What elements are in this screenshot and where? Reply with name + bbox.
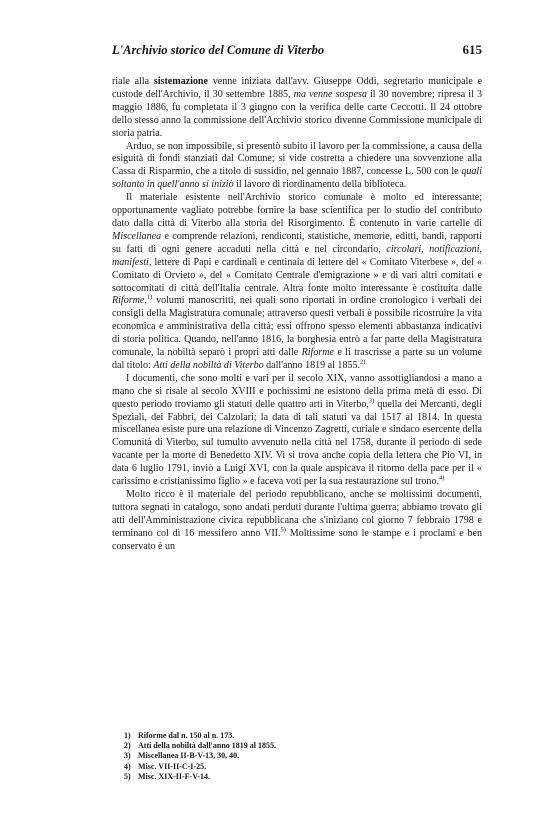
footnotes xyxy=(124,731,464,782)
p3-text-c: lettere di Papi e cardinali e centinaia di lettere del « Comitato Viterbese », del « Comitato di Orvieto », del « Comitato Centrale d'emigrazione » e di vari altri comitati e sottocomitati di città dell'Italia centrale. Altra fonte molto interessante è costituita dalle xyxy=(112,256,482,294)
footnote-ref-3[interactable]: 3) xyxy=(368,397,375,405)
p4-text-b: quella dei Mercanti, degli Speziali, dei Fabbri, dei Calzolari; la data di tali statuti va dal 1517 al 1814. In questa miscellanea esiste pure una relazione di Vincenzo Zagretti, curiale e sindaco esercente della Comunità di Viterbo, sul tumulto avvenuto nella città nel 1758, durante il periodo di sede vacante per la morte di Benedetto XIV. Vi si trova anche copia della lettera che Pio VI, in data 6 luglio 1791, inviò a Luigi XVI, con la quale auspicava il ritorno della pace per il « carissimo e cristianissimo figlio » e faceva voti per la sua restaurazione sul trono. xyxy=(112,398,482,488)
p3-text-e: e li trascrisse a parte su un volume dal titolo: xyxy=(112,347,482,371)
footnote-text: Atti della nobiltà dall'anno 1819 al 1855. xyxy=(138,741,277,751)
p3-text-b: e comprende relazioni, rendiconti, statistiche, memorie, editti, bandi, rapporti su fatti di ogni genere accaduti nella città e nel circondario, xyxy=(112,230,482,255)
footnote-text: Riforme dal n. 150 al n. 173. xyxy=(138,731,235,740)
paragraph-4 xyxy=(112,373,482,489)
footnote-number: 3) xyxy=(124,751,131,761)
footnote-number: 2) xyxy=(124,741,131,751)
p1-italic: ma venne sospesa xyxy=(293,88,367,100)
footnote-ref-4[interactable]: 4) xyxy=(438,474,445,482)
footnote-number: 4) xyxy=(124,761,131,771)
p3-italic-riforme-2: Riforme xyxy=(301,347,334,359)
p5-text-a: Molto ricco è il materiale del periodo repubblicano, anche se moltissimi documenti, tuttora segnati in catalogo, sono andati perduti durante l'ultima guerra; abbiamo trovato gli atti dell'Amministrazione civica repubblicana che s'iniziano col giorno 7 febbraio 1798 e terminano col dì 16 messifero anno VII. xyxy=(112,489,482,539)
p5-text-b: Moltissime sono le stampe e i proclami e ben conservato è un xyxy=(112,527,483,552)
running-header xyxy=(112,42,482,58)
body-text xyxy=(112,76,482,554)
p3-text-a: Il materiale esistente nell'Archivio storico comunale è molto ed interessante; opportunamente vagliato potrebbe fornire la base scientifica per lo studio del contributo dato dalla città di Viterbo alla storia del Risorgimento. È contenuto in varie cartelle di xyxy=(112,192,482,229)
footnote-text: Miscellanea II-B-V-13, 30, 40. xyxy=(138,751,240,761)
running-title: L'Archivio storico del Comune di Viterbo xyxy=(112,43,325,57)
p3-italic-miscellanea: Miscellanea xyxy=(112,230,162,242)
footnote xyxy=(124,741,464,751)
footnote-ref-5[interactable]: 5) xyxy=(280,526,286,534)
p3-italic-circolari: circolari, notificazioni, manifesti, xyxy=(112,243,482,268)
footnote xyxy=(124,731,464,741)
p2-italic: quali soltanto in quell'anno si iniziò xyxy=(112,166,482,191)
p3-italic-riforme: Riforme, xyxy=(112,295,147,307)
footnote xyxy=(124,772,464,782)
p4-text-a: I documenti, che sono molti e vari per il secolo XIX, vanno assottigliandosi a mano a mano che si risale al secolo XVIII e pochissimi ne esistono della prima metà di esso. Di questo periodo troviamo gli statuti delle quattro arti in Viterbo, xyxy=(112,372,482,410)
p1-text-a: riale alla xyxy=(112,76,154,87)
p3-text-f: dall'anno 1819 al 1855. xyxy=(263,359,361,371)
p2-text-a: Arduo, se non impossibile, si presentò subito il lavoro per la commissione, a causa della esiguità di fondi stanziati dal Comune; si vide costretta a chiedere una sovvenzione alla Cassa di Risparmio, che a titolo di sussidio, nel gennaio 1887, concesse L. 500 con le xyxy=(112,140,482,178)
p1-bold-word: sistemazione xyxy=(153,76,208,87)
page-number: 615 xyxy=(462,42,482,57)
p2-text-b: il lavoro di riordinamento della biblioteca. xyxy=(233,179,407,191)
footnote xyxy=(124,762,464,772)
footnote-number: 1) xyxy=(124,731,131,740)
p3-text-d: volumi manoscritti, nei quali sono riportati in ordine cronologico i verbali dei consigli della Magistratura comunale; attraverso questi verbali è possibile ricostruire la vita economica e amministrativa della città; essi offrono spesso elementi abbastanza indicativi di storia politica. Quando, nell'anno 1816, la borghesia entrò a far parte della Magistratura comunale, la nobiltà separò i propri atti dalle xyxy=(112,295,482,359)
p1-text-b: venne iniziata dall'avv. Giuseppe Oddi, segretario municipale e custode dell'Archivio, il 30 settembre 1885, xyxy=(112,76,482,100)
paragraph-1 xyxy=(112,76,482,141)
paragraph-5 xyxy=(112,489,482,554)
footnote xyxy=(124,751,464,761)
footnote-ref-2[interactable]: 2) xyxy=(360,358,366,366)
footnote-text: Misc. VII-II-C-I-25. xyxy=(138,761,207,771)
p3-italic-title: Atti della nobiltà di Viterbo xyxy=(153,359,264,371)
p1-text-c: il 30 novembre; ripresa il 3 maggio 1886, fu completata il 3 giugno con la verifica delle carte Ceccotti. Il 24 ottobre dello stesso anno la commissione dell'Archivio storico divenne Commissione municipale di storia patria. xyxy=(112,88,482,139)
paragraph-3 xyxy=(112,192,482,373)
footnote-number: 5) xyxy=(124,771,131,781)
footnote-text: Misc. XIX-II-F-V-14. xyxy=(138,771,211,781)
footnote-ref-1[interactable]: 1) xyxy=(146,294,153,302)
paragraph-2 xyxy=(112,141,482,193)
